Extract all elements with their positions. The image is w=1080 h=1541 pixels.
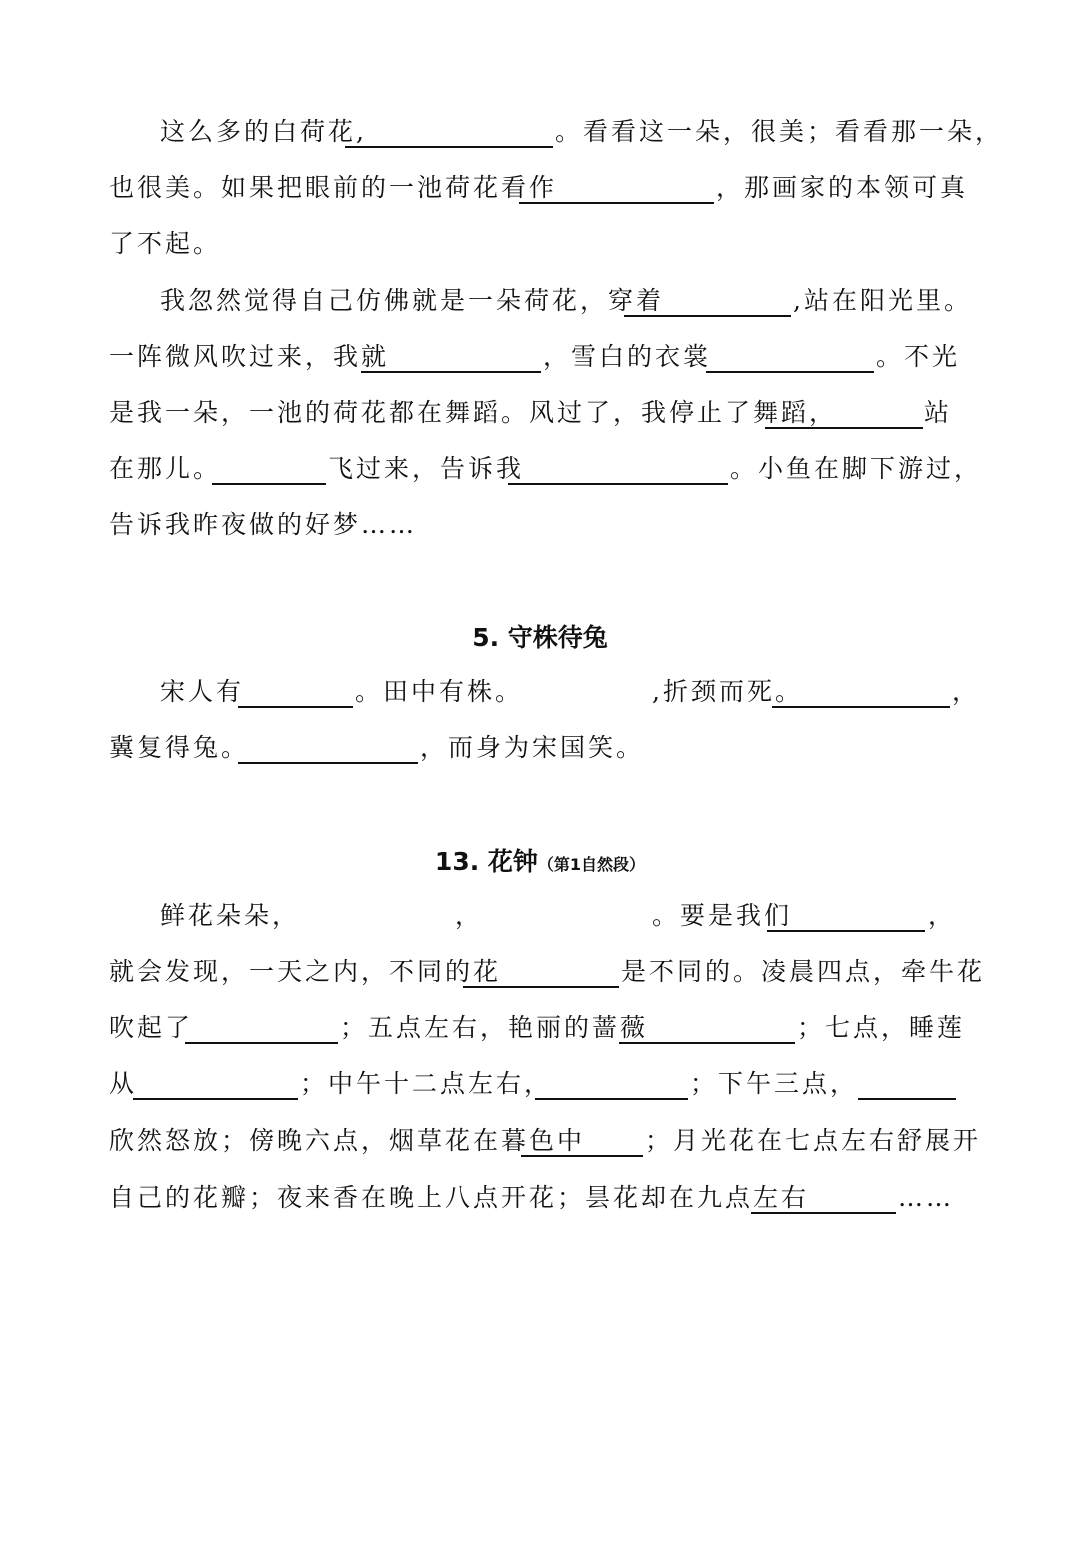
text: ；下午三点， <box>690 1069 859 1098</box>
text: ；中午十二点左右， <box>300 1069 553 1098</box>
text: 自己的花瓣；夜来香在晚上八点开花；昙花却在九点左右 <box>109 1183 810 1212</box>
text: ；七点，睡莲 <box>797 1013 966 1042</box>
text: 了不起。 <box>109 229 222 258</box>
text: …… <box>898 1183 954 1212</box>
lotus-p1-line2 <box>0 160 1080 216</box>
text: 宋人有 <box>160 677 245 706</box>
text: 。看看这一朵，很美；看看那一朵， <box>555 117 1004 146</box>
text: 是我一朵，一池的荷花都在舞蹈。风过了，我停止了舞蹈， <box>109 398 838 427</box>
clock-line5 <box>0 1113 1080 1169</box>
text: ；月光花在七点左右舒展开 <box>645 1126 982 1155</box>
fill-blank[interactable] <box>185 1042 338 1044</box>
text: 这么多的白荷花, <box>160 117 367 146</box>
text: 。小鱼在脚下游过， <box>730 454 983 483</box>
text: 欣然怒放；傍晚六点，烟草花在暮色中 <box>109 1126 586 1155</box>
text: 我忽然觉得自己仿佛就是一朵荷花，穿着 <box>160 286 665 315</box>
text: ，雪白的衣裳 <box>543 342 712 371</box>
text: ， <box>455 901 484 930</box>
text: 就会发现，一天之内，不同的花 <box>109 957 502 986</box>
text: ， <box>928 901 957 930</box>
fill-blank[interactable] <box>212 483 326 485</box>
section-title-clock <box>0 842 1080 885</box>
text: ，那画家的本领可真 <box>716 173 969 202</box>
fill-blank[interactable] <box>345 146 553 148</box>
text: 在那儿。 <box>109 454 222 483</box>
fill-blank[interactable] <box>133 1098 298 1100</box>
title-note: （第1自然段） <box>537 855 646 874</box>
fill-blank[interactable] <box>519 202 714 204</box>
clock-line3 <box>0 1000 1080 1056</box>
fill-blank[interactable] <box>535 1098 688 1100</box>
text: ,站在阳光里。 <box>793 286 972 315</box>
lotus-p2-line4 <box>0 441 1080 497</box>
text: ,折颈而死。 <box>652 677 803 706</box>
clock-line2 <box>0 944 1080 1000</box>
title-text: 13. 花钟 <box>434 847 538 876</box>
text: 。要是我们 <box>652 901 793 930</box>
text: 鲜花朵朵， <box>160 901 301 930</box>
section-title-rabbit <box>0 618 1080 658</box>
fill-blank[interactable] <box>765 427 923 429</box>
text: 。不光 <box>876 342 961 371</box>
text: 飞过来，告诉我 <box>328 454 525 483</box>
clock-line1 <box>0 888 1080 944</box>
text: 。田中有株。 <box>355 677 524 706</box>
fill-blank[interactable] <box>619 1042 795 1044</box>
lotus-p1-line1 <box>0 104 1080 160</box>
text: 站 <box>924 398 953 427</box>
text: ， <box>952 677 981 706</box>
fill-blank[interactable] <box>361 371 541 373</box>
fill-blank[interactable] <box>521 1155 643 1157</box>
lotus-p2-line2 <box>0 329 1080 385</box>
fill-blank[interactable] <box>624 315 791 317</box>
clock-line4 <box>0 1056 1080 1112</box>
lotus-p2-line1 <box>0 273 1080 329</box>
rabbit-line2 <box>0 720 1080 776</box>
fill-blank[interactable] <box>508 483 728 485</box>
text: 从 <box>109 1069 138 1098</box>
fill-blank[interactable] <box>858 1098 956 1100</box>
fill-blank[interactable] <box>767 930 925 932</box>
text: 是不同的。凌晨四点，牵牛花 <box>621 957 986 986</box>
fill-blank[interactable] <box>706 371 874 373</box>
text: ，而身为宋国笑。 <box>420 733 645 762</box>
title-text: 5. 守株待兔 <box>472 623 608 652</box>
text: 一阵微风吹过来，我就 <box>109 342 390 371</box>
lotus-p2-line5 <box>0 497 1080 553</box>
text: 告诉我昨夜做的好梦…… <box>109 510 418 539</box>
fill-blank[interactable] <box>238 706 353 708</box>
lotus-p1-line3 <box>0 216 1080 272</box>
fill-blank[interactable] <box>772 706 950 708</box>
rabbit-line1 <box>0 664 1080 720</box>
text: 吹起了 <box>109 1013 194 1042</box>
lotus-p2-line3 <box>0 385 1080 441</box>
clock-line6 <box>0 1170 1080 1226</box>
fill-blank[interactable] <box>751 1212 896 1214</box>
text: ；五点左右，艳丽的蔷薇 <box>340 1013 649 1042</box>
text: 也很美。如果把眼前的一池荷花看作 <box>109 173 558 202</box>
fill-blank[interactable] <box>463 986 619 988</box>
text: 冀复得兔。 <box>109 733 250 762</box>
fill-blank[interactable] <box>238 762 418 764</box>
